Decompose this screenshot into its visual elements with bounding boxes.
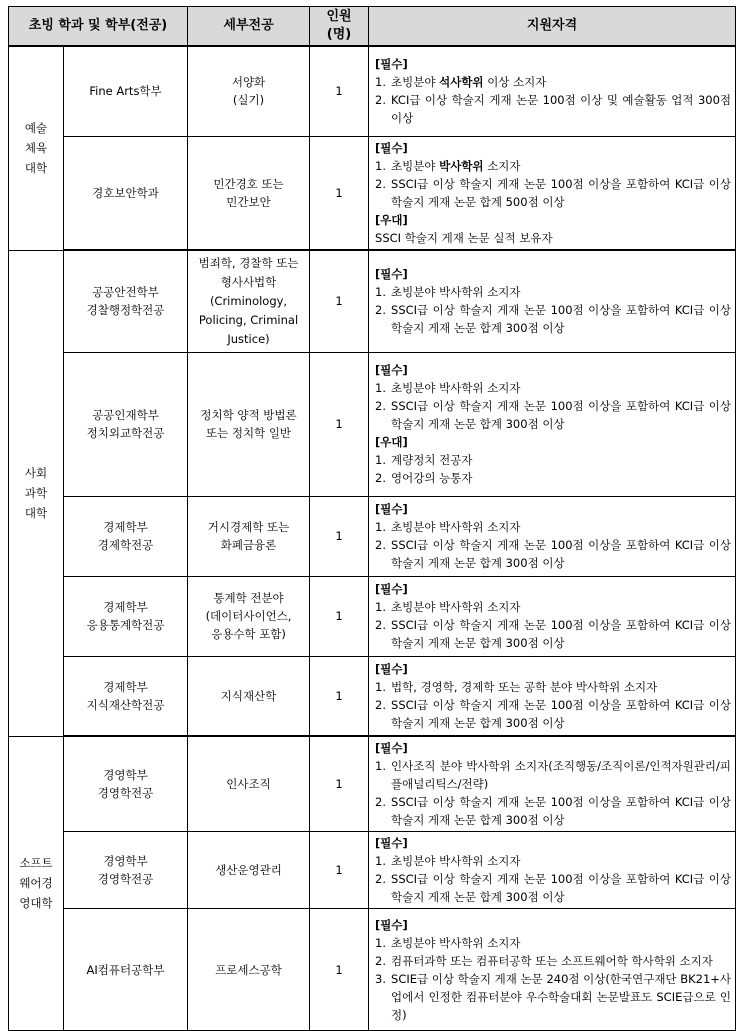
item-text: 컴퓨터과학 또는 컴퓨터공학 또는 소프트웨어학 학사학위 소지자 — [391, 953, 713, 968]
section-heading: [필수] — [375, 582, 408, 596]
item-text: SSCI급 이상 학술지 게재 논문 100점 이상을 포함하여 KCI급 이상 학술지 게재 논문 합계 300점 이상 — [391, 538, 732, 570]
count-cell: 1 — [310, 576, 369, 656]
item-number: 2. — [375, 618, 386, 632]
table-header-row — [9, 7, 736, 47]
section-heading: [필수] — [375, 267, 408, 282]
qualification-cell — [369, 832, 736, 909]
item-number: 2. — [375, 399, 386, 413]
qualification-cell — [369, 250, 736, 352]
qualification-cell — [369, 656, 736, 736]
item-text: 인사조직 분야 박사학위 소지자(조직행동/조직이론/인적자원관리/피플애널리틱스/전략) — [391, 759, 732, 791]
item-number: 3. — [375, 971, 386, 986]
qualification-item — [375, 536, 731, 572]
header-department: 초빙 학과 및 학부(전공) — [9, 7, 188, 47]
qualification-cell — [369, 496, 736, 576]
item-text: SCIE급 이상 학술지 게재 논문 240점 이상(한국연구재단 BK21+사업에서 인정한 컴퓨터분야 우수학술대회 논문발표도 SCIE급으로 인정) — [391, 971, 732, 1022]
section-heading: [필수] — [375, 661, 408, 676]
department-cell: Fine Arts학부 — [64, 46, 188, 136]
count-cell: 1 — [310, 352, 369, 496]
item-number: 2. — [375, 953, 386, 968]
table-row — [9, 46, 736, 136]
item-number: 1. — [375, 759, 386, 773]
qualification-item — [375, 952, 731, 970]
header-major: 세부전공 — [188, 7, 310, 47]
item-number: 1. — [375, 381, 386, 395]
table-row — [9, 250, 736, 352]
section-heading: [필수] — [375, 140, 408, 155]
qualification-text: SSCI 학술지 게재 논문 실적 보유자 — [375, 230, 553, 245]
item-text: 초빙분야 박사학위 소지자 — [391, 285, 521, 300]
item-number: 1. — [375, 158, 386, 173]
item-text: SSCI급 이상 학술지 게재 논문 100점 이상을 포함하여 KCI급 이상 학술지 게재 논문 합계 300점 이상 — [391, 872, 732, 904]
item-text-pre: 초빙분야 — [391, 75, 440, 90]
item-number: 2. — [375, 471, 386, 485]
item-text: 초빙분야 박사학위 소지자 — [391, 381, 521, 395]
qualification-item — [375, 616, 731, 652]
item-text: 계량정치 전공자 — [391, 453, 473, 467]
major-cell: 인사조직 — [188, 736, 310, 832]
item-number: 1. — [375, 679, 386, 694]
item-text — [391, 157, 731, 175]
table-row — [9, 496, 736, 576]
qualification-item — [375, 757, 731, 793]
item-number: 2. — [375, 872, 386, 886]
item-text: 영어강의 능통자 — [391, 471, 473, 485]
item-text: SSCI급 이상 학술지 게재 논문 100점 이상을 포함하여 KCI급 이상 학술지 게재 논문 합계 300점 이상 — [391, 399, 732, 431]
qualification-cell — [369, 576, 736, 656]
department-cell: 경제학부 경제학전공 — [64, 496, 188, 576]
qualification-item — [375, 397, 731, 433]
table-row — [9, 136, 736, 250]
item-text-bold: 박사학위 — [439, 158, 484, 173]
count-cell: 1 — [310, 46, 369, 136]
department-cell: 공공인재학부 정치외교학전공 — [64, 352, 188, 496]
qualification-item — [375, 91, 731, 127]
item-text-bold: 석사학위 — [439, 75, 484, 90]
qualification-item — [375, 157, 731, 175]
qualification-item — [375, 283, 731, 301]
table-row — [9, 656, 736, 736]
major-cell: 프로세스공학 — [188, 909, 310, 1031]
item-number: 1. — [375, 600, 386, 614]
qualification-item — [375, 598, 731, 616]
recruitment-table — [8, 6, 736, 1031]
item-text: SSCI급 이상 학술지 게재 논문 100점 이상을 포함하여 KCI급 이상 학술지 게재 논문 합계 300점 이상 — [391, 697, 732, 730]
item-text: 초빙분야 박사학위 소지자 — [391, 854, 521, 868]
item-text: KCI급 이상 학술지 게재 논문 100점 이상 및 예술활동 업적 300점 이상 — [391, 93, 732, 126]
section-heading: [필수] — [375, 836, 408, 850]
major-cell: 서양화 (실기) — [188, 46, 310, 136]
qualification-cell — [369, 352, 736, 496]
count-cell: 1 — [310, 496, 369, 576]
item-number: 2. — [375, 93, 386, 108]
qualification-item — [375, 793, 731, 829]
item-text: 초빙분야 박사학위 소지자 — [391, 600, 521, 614]
item-text-pre: 초빙분야 — [391, 158, 440, 173]
item-text: 법학, 경영학, 경제학 또는 공학 분야 박사학위 소지자 — [391, 679, 658, 694]
item-number: 1. — [375, 854, 386, 868]
table-row — [9, 909, 736, 1031]
section-heading: [우대] — [375, 435, 408, 449]
item-text: SSCI급 이상 학술지 게재 논문 100점 이상을 포함하여 KCI급 이상 학술지 게재 논문 합계 300점 이상 — [391, 618, 732, 650]
section-heading: [우대] — [375, 212, 408, 227]
header-count: 인원 (명) — [310, 7, 369, 47]
item-number: 1. — [375, 453, 386, 467]
major-cell: 정치학 양적 방법론 또는 정치학 일반 — [188, 352, 310, 496]
count-cell: 1 — [310, 250, 369, 352]
department-cell: 경제학부 지식재산학전공 — [64, 656, 188, 736]
item-number: 2. — [375, 697, 386, 712]
qualification-item — [375, 379, 731, 397]
major-cell: 민간경호 또는 민간보안 — [188, 136, 310, 250]
college-cell: 예술 체육 대학 — [9, 46, 64, 250]
section-heading: [필수] — [375, 917, 408, 932]
qualification-item — [375, 301, 731, 337]
item-text: SSCI급 이상 학술지 게재 논문 100점 이상을 포함하여 KCI급 이상 학술지 게재 논문 합계 500점 이상 — [391, 176, 732, 209]
department-cell: AI컴퓨터공학부 — [64, 909, 188, 1031]
qualification-item — [375, 678, 731, 696]
qualification-cell — [369, 136, 736, 250]
item-text: SSCI급 이상 학술지 게재 논문 100점 이상을 포함하여 KCI급 이상 학술지 게재 논문 합계 300점 이상 — [391, 303, 732, 336]
item-number: 1. — [375, 75, 386, 90]
department-cell: 경제학부 응용통계학전공 — [64, 576, 188, 656]
college-cell: 사회 과학 대학 — [9, 250, 64, 736]
department-cell: 경영학부 경영학전공 — [64, 832, 188, 909]
department-cell: 공공안전학부 경찰행정학전공 — [64, 250, 188, 352]
count-cell: 1 — [310, 909, 369, 1031]
section-heading: [필수] — [375, 502, 408, 516]
qualification-cell — [369, 46, 736, 136]
section-heading: [필수] — [375, 57, 408, 72]
qualification-item — [375, 451, 731, 469]
major-cell: 지식재산학 — [188, 656, 310, 736]
count-cell: 1 — [310, 136, 369, 250]
item-number: 1. — [375, 520, 386, 534]
qualification-item — [375, 970, 731, 1024]
section-heading: [필수] — [375, 363, 408, 377]
major-cell: 통계학 전분야 (데이터사이언스, 응용수학 포함) — [188, 576, 310, 656]
item-text-post: 이상 소지자 — [483, 75, 547, 90]
qualification-item — [375, 870, 731, 906]
table-row — [9, 736, 736, 832]
header-qualification: 지원자격 — [369, 7, 736, 47]
qualification-item — [375, 469, 731, 487]
major-cell: 범죄학, 경찰학 또는 형사사법학 (Criminology, Policing, Criminal Justice) — [188, 250, 310, 352]
item-text-post: 소지자 — [483, 158, 521, 173]
table-row — [9, 832, 736, 909]
major-cell: 생산운영관리 — [188, 832, 310, 909]
count-cell: 1 — [310, 656, 369, 736]
item-text — [391, 73, 731, 91]
qualification-cell — [369, 736, 736, 832]
item-number: 2. — [375, 303, 386, 318]
item-number: 2. — [375, 176, 386, 191]
item-number: 1. — [375, 935, 386, 950]
count-cell: 1 — [310, 832, 369, 909]
table-row — [9, 352, 736, 496]
qualification-item — [375, 934, 731, 952]
qualification-item — [375, 696, 731, 732]
item-text: SSCI급 이상 학술지 게재 논문 100점 이상을 포함하여 KCI급 이상 학술지 게재 논문 합계 300점 이상 — [391, 795, 732, 827]
department-cell: 경호보안학과 — [64, 136, 188, 250]
college-cell: 소프트 웨어경 영대학 — [9, 736, 64, 1031]
qualification-item — [375, 175, 731, 211]
qualification-cell — [369, 909, 736, 1031]
item-number: 1. — [375, 285, 386, 300]
qualification-item — [375, 518, 731, 536]
item-number: 2. — [375, 538, 386, 552]
section-heading: [필수] — [375, 741, 408, 755]
major-cell: 거시경제학 또는 화폐금융론 — [188, 496, 310, 576]
department-cell: 경영학부 경영학전공 — [64, 736, 188, 832]
count-cell: 1 — [310, 736, 369, 832]
item-number: 2. — [375, 795, 386, 809]
item-text: 초빙분야 박사학위 소지자 — [391, 520, 521, 534]
qualification-item — [375, 73, 731, 91]
qualification-item — [375, 852, 731, 870]
item-text: 초빙분야 박사학위 소지자 — [391, 935, 521, 950]
table-row — [9, 576, 736, 656]
